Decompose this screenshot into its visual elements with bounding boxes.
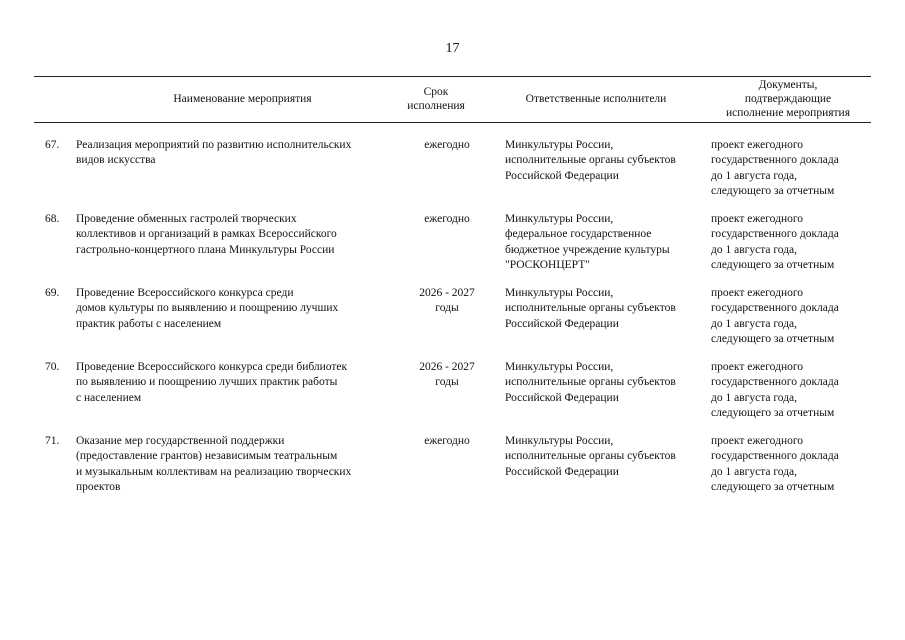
row-documents: проект ежегодного государственного доклада до 1 августа года, следующего за отчетным [711,435,839,493]
row-term: ежегодно [424,435,470,447]
row-number: 68. [45,213,60,225]
row-number: 69. [45,287,60,299]
row-activity-name: Оказание мер государственной поддержки (предоставление грантов) независимым театральным и музыкальным коллективам на реализацию творческих проектов [76,435,352,493]
row-responsible: Минкультуры России, исполнительные органы субъектов Российской Федерации [505,139,676,182]
row-term: 2026 - 2027 годы [419,287,475,315]
row-activity-name: Проведение обменных гастролей творческих коллективов и организаций в рамках Всероссийского гастрольно-концертного плана Минкультуры России [76,213,337,256]
row-responsible: Минкультуры России, исполнительные органы субъектов Российской Федерации [505,361,676,404]
column-header-name: Наименование мероприятия [173,93,312,105]
column-header-term: Срок исполнения [407,86,465,112]
row-term: 2026 - 2027 годы [419,361,475,389]
row-activity-name: Реализация мероприятий по развитию исполнительских видов искусства [76,139,352,167]
row-term: ежегодно [424,139,470,151]
row-responsible: Минкультуры России, федеральное государственное бюджетное учреждение культуры "РОСКОНЦЕРТ" [505,213,670,271]
row-number: 71. [45,435,60,447]
row-activity-name: Проведение Всероссийского конкурса среди домов культуры по выявлению и поощрению лучших практик работы с населением [76,287,339,330]
table-header-rule [34,122,871,123]
row-term: ежегодно [424,213,470,225]
row-documents: проект ежегодного государственного доклада до 1 августа года, следующего за отчетным [711,213,839,271]
column-header-responsible: Ответственные исполнители [525,93,667,105]
page-number: 17 [445,41,460,56]
row-documents: проект ежегодного государственного доклада до 1 августа года, следующего за отчетным [711,139,839,197]
row-responsible: Минкультуры России, исполнительные органы субъектов Российской Федерации [505,435,676,478]
column-header-documents: Документы, подтверждающие исполнение мероприятия [726,79,850,119]
row-number: 67. [45,139,60,151]
row-responsible: Минкультуры России, исполнительные органы субъектов Российской Федерации [505,287,676,330]
row-documents: проект ежегодного государственного доклада до 1 августа года, следующего за отчетным [711,287,839,345]
row-documents: проект ежегодного государственного доклада до 1 августа года, следующего за отчетным [711,361,839,419]
row-number: 70. [45,361,60,373]
row-activity-name: Проведение Всероссийского конкурса среди библиотек по выявлению и поощрению лучших практик работы с населением [76,361,348,404]
table-top-rule [34,76,871,77]
